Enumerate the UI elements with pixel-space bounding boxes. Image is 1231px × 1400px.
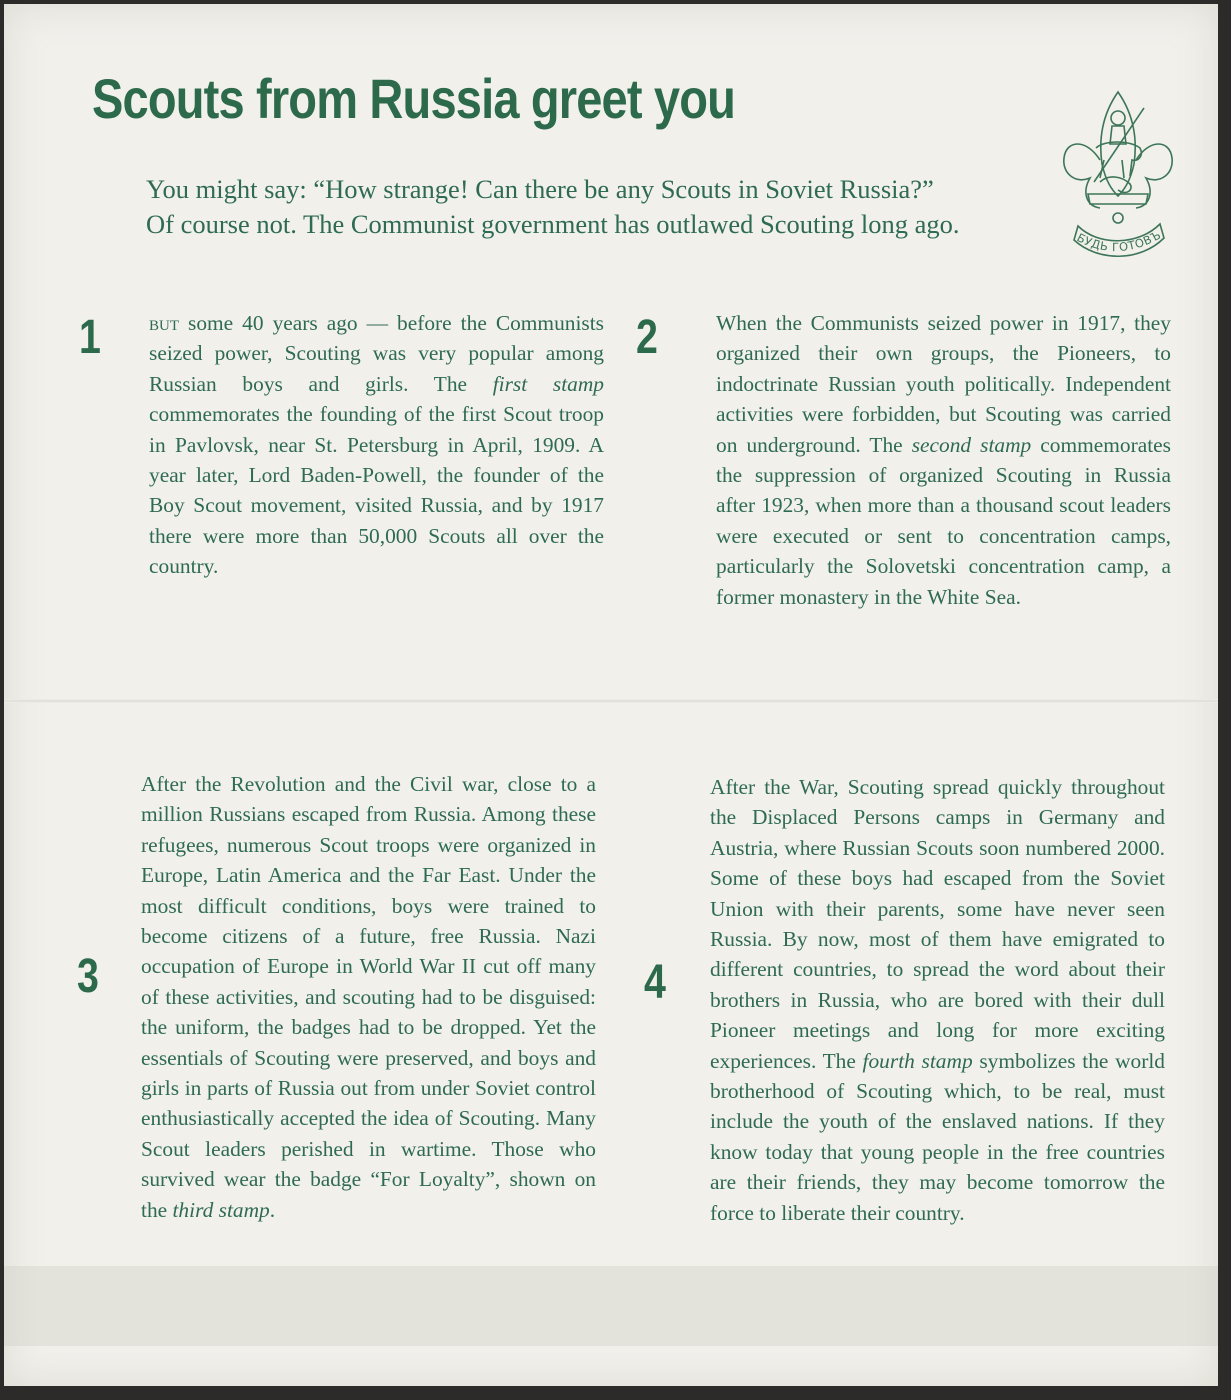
fold-crease <box>4 699 1218 703</box>
fourth-stamp-reference: fourth stamp <box>862 1048 973 1073</box>
section-4-text <box>710 772 1165 1228</box>
section-number-4: 4 <box>644 956 666 1009</box>
section-number-2: 2 <box>636 311 658 364</box>
second-stamp-reference: second stamp <box>911 432 1032 457</box>
leaflet-page <box>4 4 1218 1386</box>
section-3-text <box>141 769 596 1225</box>
third-stamp-reference: third stamp <box>172 1197 270 1222</box>
intro-paragraph <box>146 172 1076 242</box>
section-4-part-a: After the War, Scouting spread quickly throughout the Displaced Persons camps in Germany and Austria, where Russian Scouts soon numbered 2000. Some of these boys had escaped from the Soviet Union with their parents, some have never seen Russia. By now, most of them have emigrated to different countries, to spread the word about their brothers in Russia, who are bored with their dull Pioneer meetings and long for more exciting experiences. The <box>710 775 1165 1073</box>
section-2-part-a: When the Communists seized power in 1917, they organized their own groups, the Pioneers, to indoctrinate Russian youth politically. Independent activities were forbidden, but Scouting was carried on underground. The <box>716 311 1171 457</box>
section-1-text <box>149 308 604 582</box>
section-1-part-a: some 40 years ago — before the Communists seized power, Scouting was very popular among Russian boys and girls. The <box>149 311 604 396</box>
section-1-lead: but <box>149 311 179 335</box>
intro-line-2: Of course not. The Communist government has outlawed Scouting long ago. <box>146 209 960 239</box>
scout-emblem-icon <box>1060 86 1176 276</box>
section-2-text <box>716 308 1171 612</box>
intro-line-1: You might say: “How strange! Can there be any Scouts in Soviet Russia?” <box>146 174 934 204</box>
section-2-part-b: commemorates the suppression of organized Scouting in Russia after 1923, when more than a thousand scout leaders were executed or sent to concentration camps, particularly the Solovetski concentration camp, a former monastery in the White Sea. <box>716 432 1171 609</box>
page-title: Scouts from Russia greet you <box>92 67 736 130</box>
section-1-part-b: commemorates the founding of the first Scout troop in Pavlovsk, near St. Petersburg in April, 1909. A year later, Lord Baden-Powell, the founder of the Boy Scout movement, visited Russia, and by 1917 there were more than 50,000 Scouts all over the country. <box>149 402 604 579</box>
section-3-part-a: After the Revolution and the Civil war, close to a million Russians escaped from Russia. Among these refugees, numerous Scout troops were organized in Europe, Latin America and the Far East. Under the most difficult conditions, boys were trained to become citizens of a future, free Russia. Nazi occupation of Europe in World War II cut off many of these activities, and scouting had to be disguised: the uniform, the badges had to be dropped. Yet the essentials of Scouting were preserved, and boys and girls in parts of Russia out from under Soviet control enthusiastically accepted the idea of Scouting. Many Scout leaders perished in wartime. Those who survived wear the badge “For Loyalty”, shown on the <box>141 772 596 1222</box>
section-number-3: 3 <box>77 950 99 1003</box>
section-number-1: 1 <box>79 311 101 364</box>
section-3-part-b: . <box>269 1197 276 1222</box>
emblem-motto: БУДЬ ГОТОВЪ <box>1074 227 1164 255</box>
section-4-part-b: symbolizes the world brotherhood of Scouting which, to be real, must include the youth of the enslaved nations. If they know today that young people in the free countries are their friends, they may become tomorrow the force to liberate their country. <box>710 1048 1165 1225</box>
aged-paper-band <box>4 1266 1218 1346</box>
first-stamp-reference: first stamp <box>492 371 604 396</box>
